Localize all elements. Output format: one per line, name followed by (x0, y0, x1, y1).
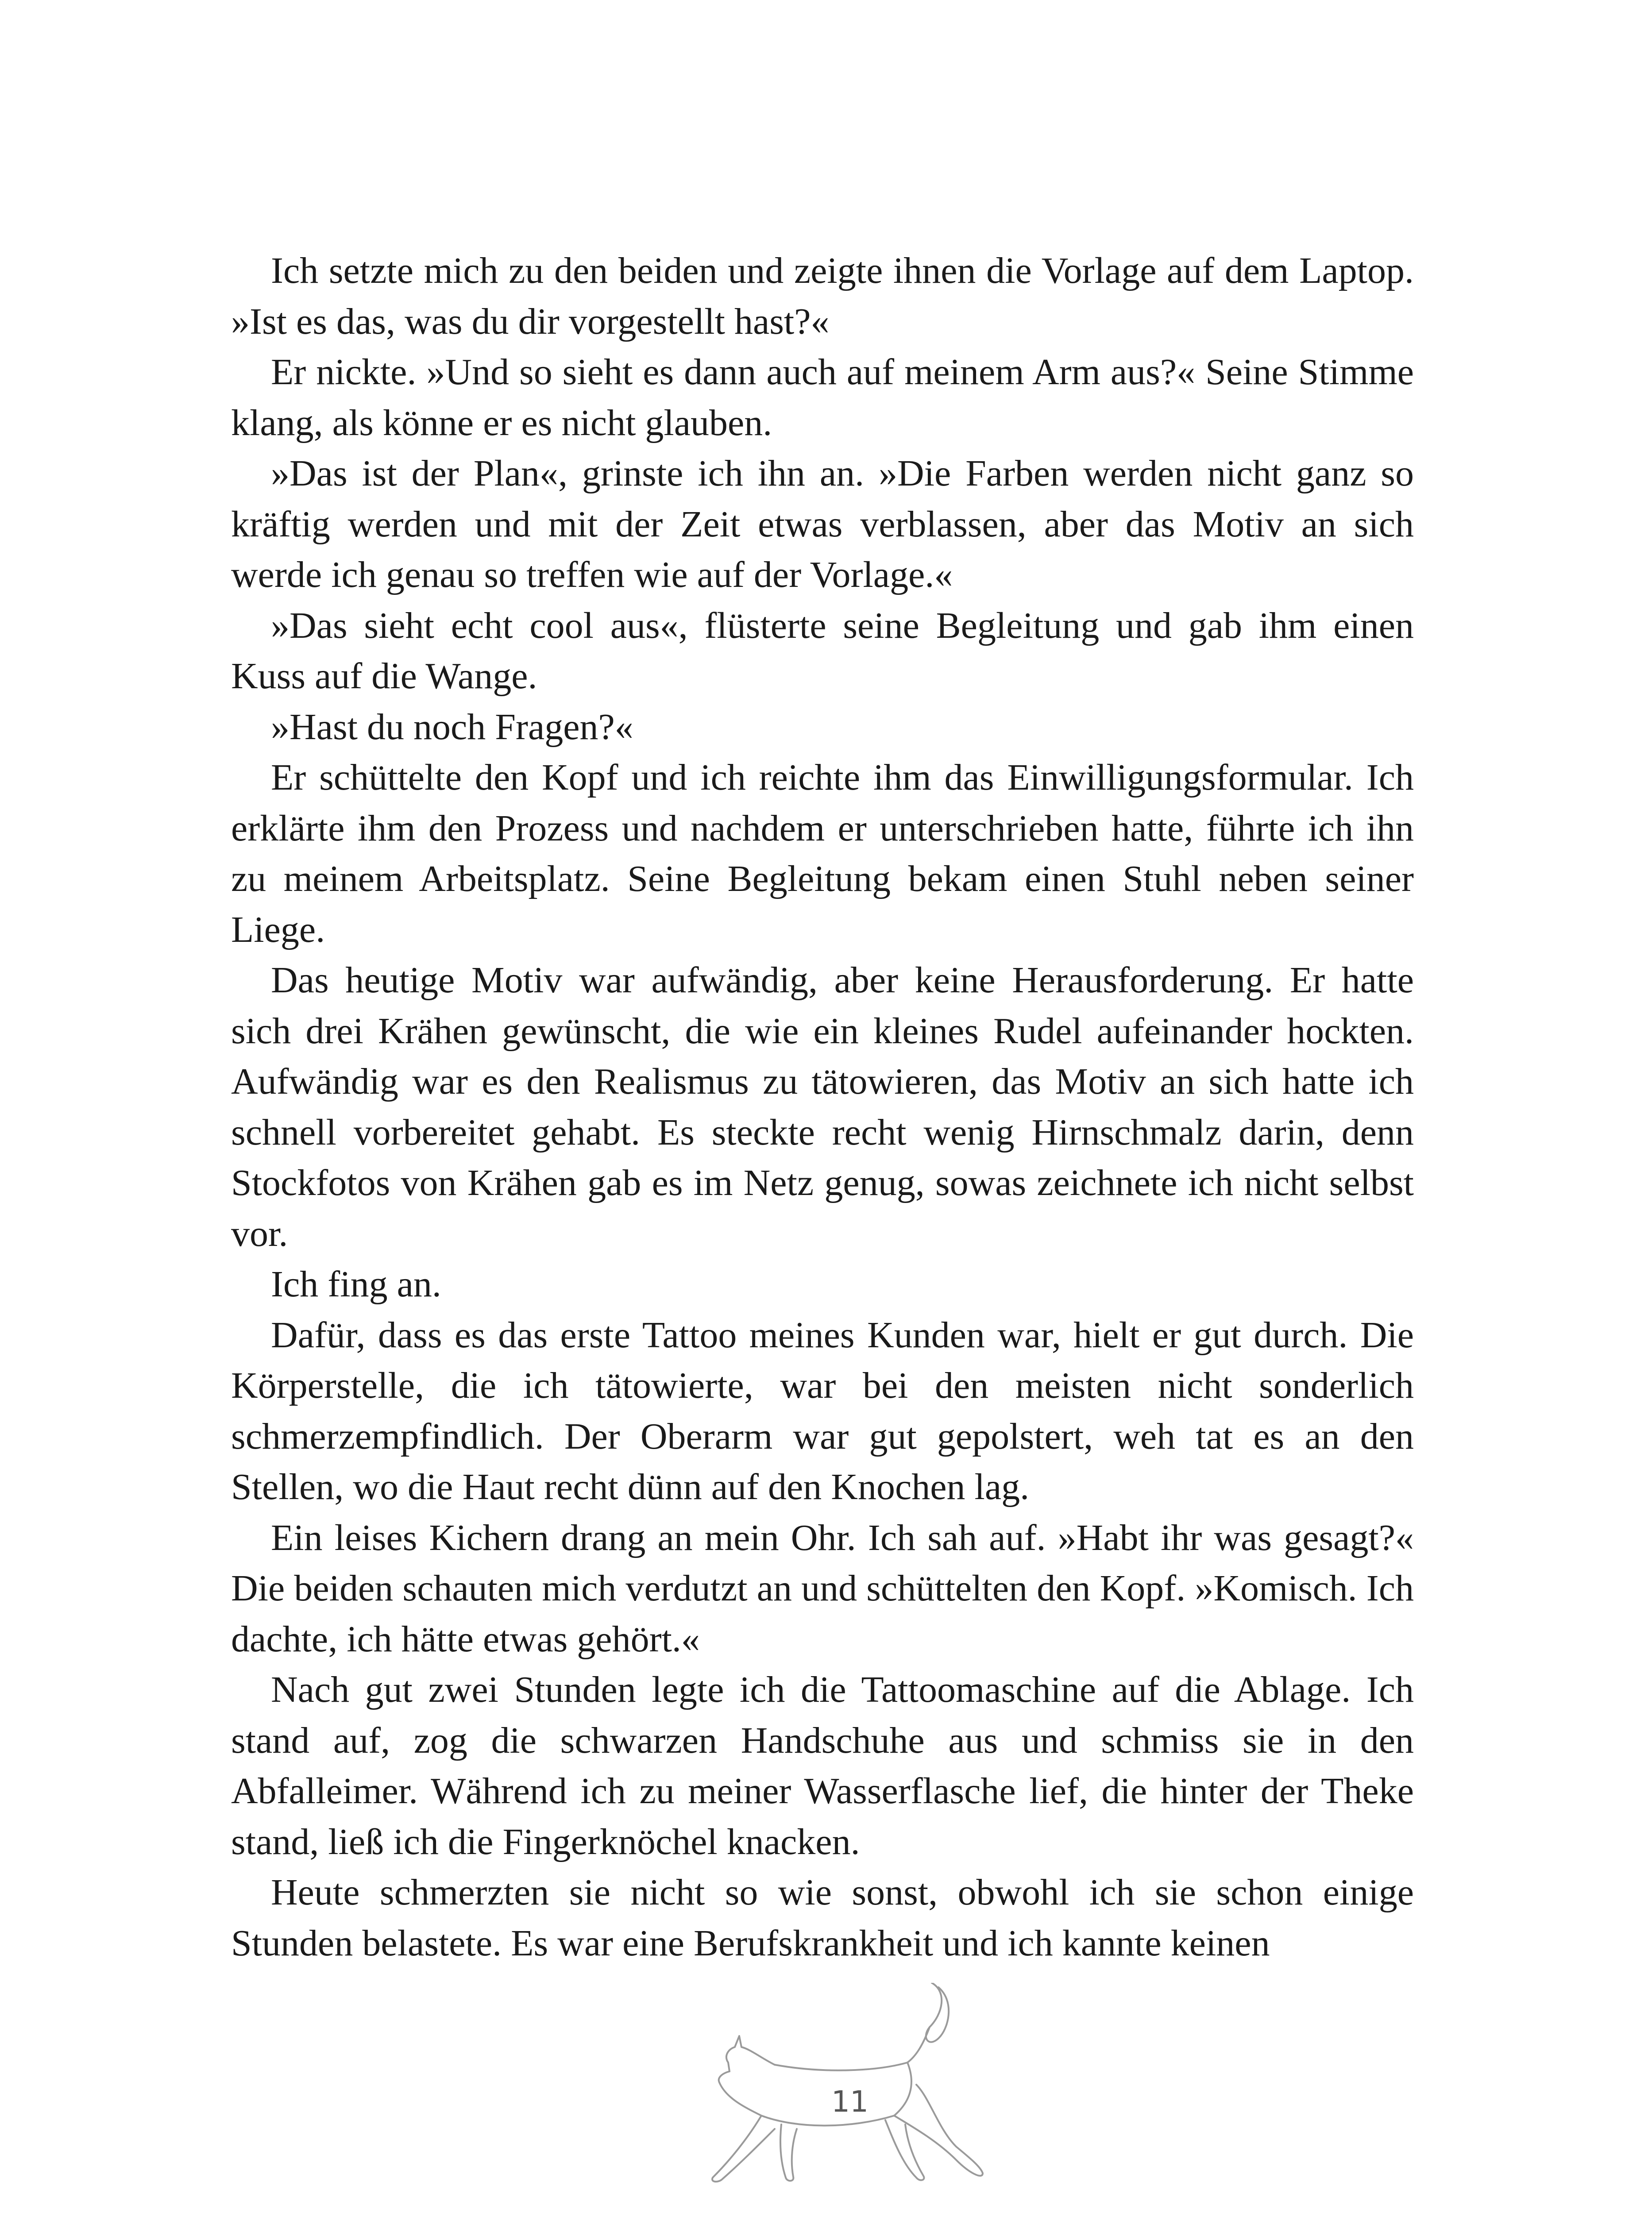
page-number: 11 (831, 2085, 868, 2119)
page-footer (708, 1983, 992, 2191)
paragraph-8: Ich fing an. (271, 1264, 441, 1305)
paragraph-9: Dafür, dass es das erste Tattoo meines Kunden war, hielt er gut durch. Die Körperstelle, die ich tätowierte, war bei den meisten nicht sonderlich schmerzempfindlich. Der Oberarm war gut gepolstert, weh tat es an den Stellen, wo die Haut recht dünn auf den Knochen lag. (231, 1314, 1414, 1507)
paragraph-4: »Das sieht echt cool aus«, flüsterte seine Begleitung und gab ihm einen Kuss auf die Wange. (231, 605, 1414, 697)
paragraph-3: »Das ist der Plan«, grinste ich ihn an. »Die Farben werden nicht ganz so kräftig werden und mit der Zeit etwas verblassen, aber das Motiv an sich werde ich genau so treffen wie auf der Vorlage.« (231, 453, 1414, 595)
paragraph-1: Ich setzte mich zu den beiden und zeigte ihnen die Vorlage auf dem Laptop. »Ist es das, was du dir vorgestellt hast?« (231, 250, 1414, 342)
paragraph-2: Er nickte. »Und so sieht es dann auch auf meinem Arm aus?« Seine Stimme klang, als könne er es nicht glauben. (231, 351, 1414, 443)
paragraph-5: »Hast du noch Fragen?« (271, 706, 633, 748)
paragraph-7: Das heutige Motiv war aufwändig, aber keine Herausforderung. Er hatte sich drei Krähen gewünscht, die wie ein kleines Rudel aufeinander hockten. Aufwändig war es den Realismus zu tätowieren, das Motiv an sich hatte ich schnell vorbereitet gehabt. Es steckte recht wenig Hirnschmalz darin, denn Stockfotos von Krähen gab es im Netz genug, sowas zeichnete ich nicht selbst vor. (231, 960, 1414, 1254)
paragraph-10: Ein leises Kichern drang an mein Ohr. Ich sah auf. »Habt ihr was gesagt?« Die beiden schauten mich verdutzt an und schüttelten den Kopf. »Komisch. Ich dachte, ich hätte etwas gehört.« (231, 1517, 1414, 1660)
paragraph-12: Heute schmerzten sie nicht so wie sonst, obwohl ich sie schon einige Stunden belastete. Es war eine Berufskrankheit und ich kannte keinen (231, 1872, 1414, 1964)
paragraph-6: Er schüttelte den Kopf und ich reichte ihm das Einwilligungsformular. Ich erklärte ihm den Prozess und nachdem er unterschrieben hatte, führte ich ihn zu meinem Arbeitsplatz. Seine Begleitung bekam einen Stuhl neben seiner Liege. (231, 757, 1414, 950)
body-text (231, 246, 1414, 1969)
paragraph-11: Nach gut zwei Stunden legte ich die Tattoomaschine auf die Ablage. Ich stand auf, zog die schwarzen Handschuhe aus und schmiss sie in den Abfalleimer. Während ich zu meiner Wasserflasche lief, die hinter der Theke stand, ließ ich die Fingerknöchel knacken. (231, 1669, 1414, 1862)
